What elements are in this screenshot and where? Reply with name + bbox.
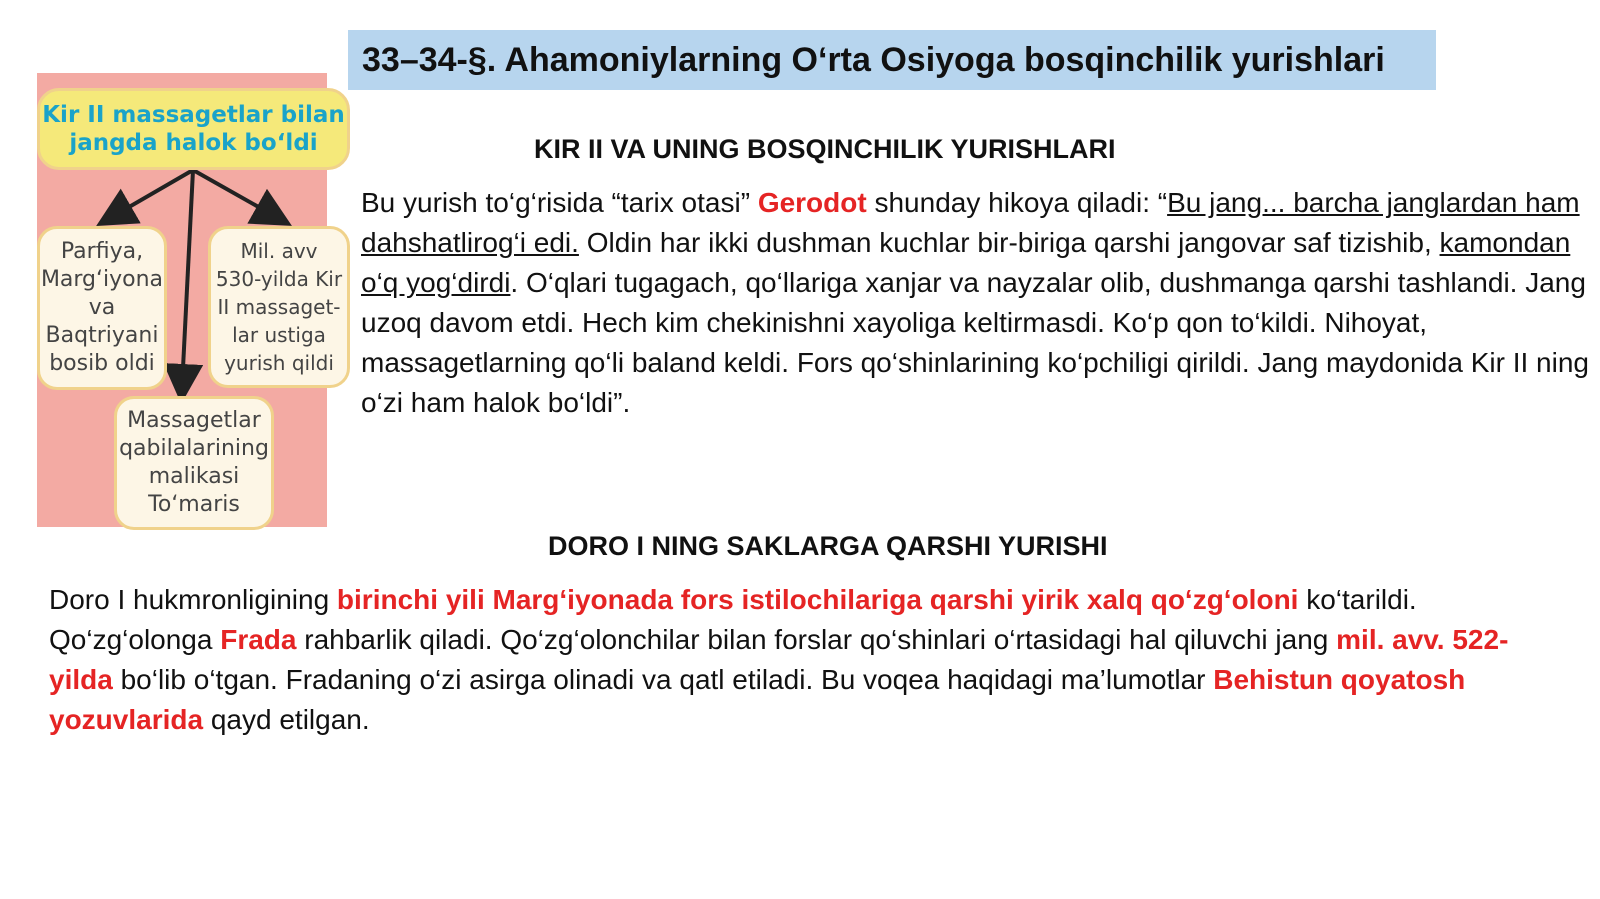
diagram-box-campaign-text: Mil. avv 530-yilda Kir II massaget- lar ustiga yurish qildi <box>215 239 343 375</box>
text-span: Bu yurish to‘g‘risida “tarix otasi” <box>361 187 758 218</box>
diagram-box-tomaris <box>114 396 274 530</box>
text-span: ko‘tarildi. Qo‘zg‘olonga <box>49 584 1417 655</box>
underlined-phrase: kamondan o‘q yog‘dirdi <box>361 227 1571 298</box>
diagram-box-campaign <box>208 226 350 388</box>
paragraph-doro <box>49 580 1529 740</box>
text-span: bo‘lib o‘tgan. Fradaning o‘zi asirga olinadi va qatl etiladi. Bu voqea haqidagi ma’lumotlar <box>112 664 1214 695</box>
page-title: 33–34-§. Ahamoniylarning O‘rta Osiyoga bosqinchilik yurishlari <box>348 30 1436 90</box>
text-span: qayd etilgan. <box>203 704 370 735</box>
highlight-uprising: birinchi yili Marg‘iyonada fors istilochilariga qarshi yirik xalq qo‘zg‘oloni <box>336 584 1299 615</box>
diagram-box-tomaris-text: Massagetlar qabilalarining malikasi To‘maris <box>119 408 269 517</box>
diagram-box-conquest-text: Parfiya, Marg‘iyona va Baqtriyani bosib oldi <box>40 239 164 376</box>
diagram-box-conquest <box>37 226 167 390</box>
highlight-date: mil. avv. 522-yilda <box>49 624 1509 695</box>
section-heading-kir: KIR II VA UNING BOSQINCHILIK YURISHLARI <box>534 134 1116 164</box>
highlight-behistun: Behistun qoyatosh yozuvlarida <box>49 664 1466 735</box>
diagram-box-kir-ii-text: Kir II massagetlar bilan jangda halok bo‘ldi <box>42 102 345 156</box>
text-span: Doro I hukmronligining <box>49 584 337 615</box>
text-span: Oldin har ikki dushman kuchlar bir-biriga qarshi jangovar saf tizishib, <box>578 227 1440 258</box>
text-span: . O‘qlari tugagach, qo‘llariga xanjar va nayzalar olib, dushmanga qarshi tashlandi. Jang uzoq davom etdi. Hech kim chekinishni xayoliga keltirmasdi. Ko‘p qon to‘kildi. Nihoyat, massagetlarning qo‘li baland keldi. Fors qo‘shinlarining ko‘pchiligi qirildi. Jang maydonida Kir II ning o‘zi ham halok bo‘ldi”. <box>361 267 1589 418</box>
highlight-frada: Frada <box>220 624 297 655</box>
highlight-gerodot: Gerodot <box>757 187 867 218</box>
section-heading-doro: DORO I NING SAKLARGA QARSHI YURISHI <box>548 531 1108 561</box>
text-span: shunday hikoya qiladi: “ <box>866 187 1168 218</box>
underlined-quote: Bu jang... barcha janglardan ham dahshatlirog‘i edi. <box>361 187 1580 258</box>
diagram-box-kir-ii <box>37 88 350 170</box>
paragraph-kir <box>361 183 1593 423</box>
text-span: rahbarlik qiladi. Qo‘zg‘olonchilar bilan forslar qo‘shinlari o‘rtasidagi hal qiluvchi jang <box>296 624 1337 655</box>
